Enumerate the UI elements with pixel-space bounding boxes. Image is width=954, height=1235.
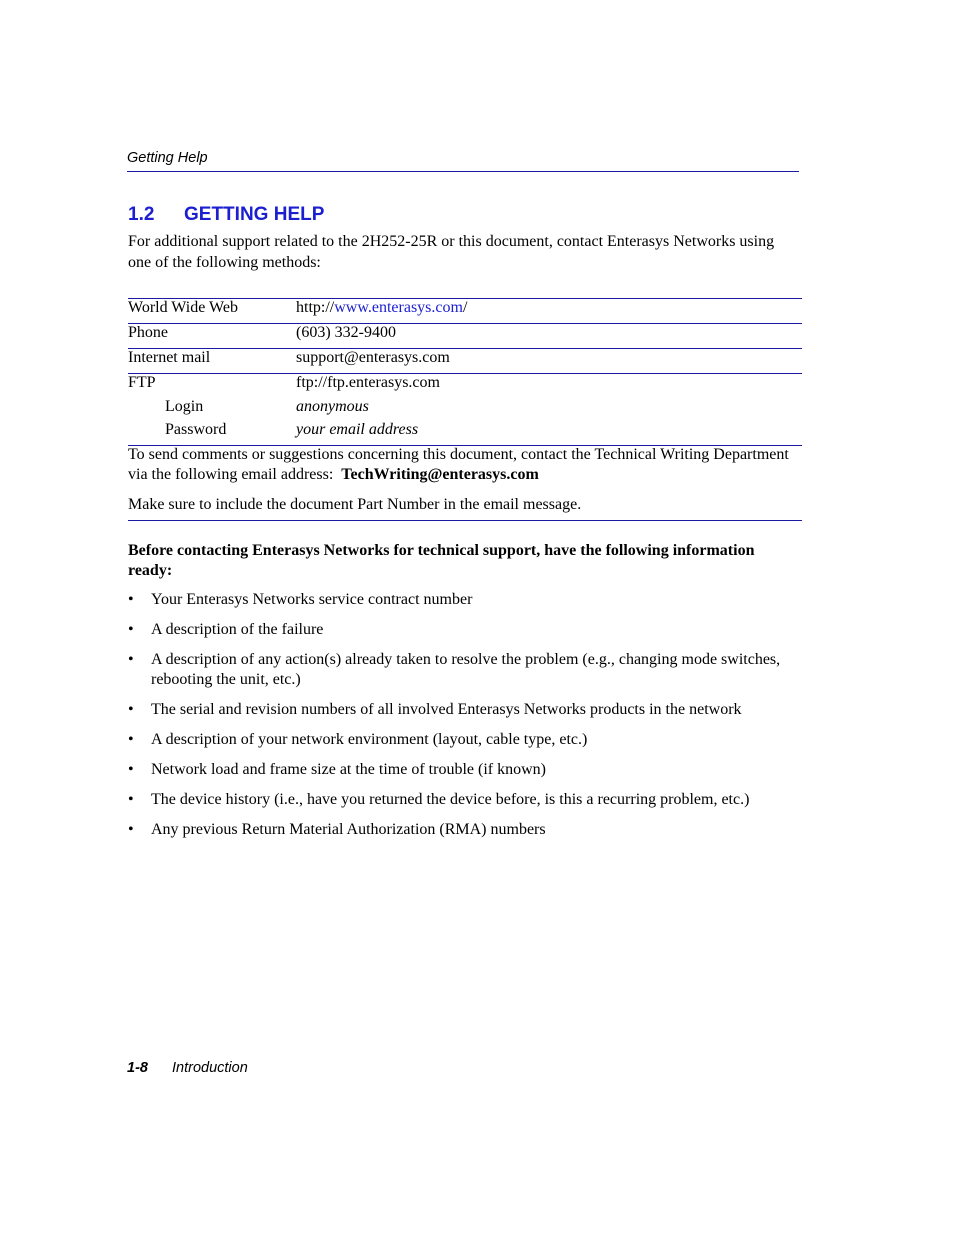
- list-item-text: The serial and revision numbers of all involved Enterasys Networks products in the network: [151, 701, 742, 718]
- comments-note: [128, 445, 802, 485]
- list-item: [128, 790, 802, 810]
- web-suffix: /: [462, 299, 468, 316]
- list-item: [128, 820, 802, 840]
- list-item-text: Network load and frame size at the time of trouble (if known): [151, 761, 546, 778]
- list-item: [128, 730, 802, 750]
- list-item-text: The device history (i.e., have you returned the device before, is this a recurring problem, etc.): [151, 791, 750, 808]
- note-rule-bottom: [128, 520, 802, 521]
- techwriting-email: TechWriting@enterasys.com: [341, 466, 539, 483]
- mail-value: support@enterasys.com: [296, 349, 450, 366]
- bullet: •: [128, 821, 134, 838]
- section-heading: [128, 204, 324, 226]
- table-rule: [128, 323, 802, 324]
- phone-label: Phone: [128, 324, 168, 341]
- bullet: •: [128, 731, 134, 748]
- section-number: 1.2: [128, 204, 155, 225]
- chapter-name: Introduction: [172, 1060, 248, 1076]
- list-item: [128, 650, 802, 690]
- section-title: GETTING HELP: [184, 204, 325, 225]
- part-number-reminder: Make sure to include the document Part Number in the email message.: [128, 496, 582, 513]
- list-item-text: A description of the failure: [151, 621, 324, 638]
- bullet: •: [128, 791, 134, 808]
- login-label: Login: [165, 398, 204, 415]
- bullet: •: [128, 591, 134, 608]
- comments-text: To send comments or suggestions concerning this document, contact the Technical Writing Department via the following email address:: [128, 446, 789, 483]
- ftp-value: ftp://ftp.enterasys.com: [296, 374, 440, 391]
- mail-label: Internet mail: [128, 349, 211, 366]
- list-item: [128, 620, 802, 640]
- list-item-text: Your Enterasys Networks service contract number: [151, 591, 473, 608]
- list-item: [128, 700, 802, 720]
- page-footer: [127, 1060, 248, 1076]
- header-rule: [127, 171, 799, 172]
- web-prefix: http://: [296, 299, 335, 316]
- bullet: •: [128, 701, 134, 718]
- phone-value: (603) 332-9400: [296, 324, 396, 341]
- bullet: •: [128, 651, 134, 668]
- login-value: anonymous: [296, 398, 369, 415]
- web-label: World Wide Web: [128, 299, 238, 316]
- page-number: 1-8: [127, 1060, 148, 1076]
- list-item-text: A description of your network environment (layout, cable type, etc.): [151, 731, 588, 748]
- intro-paragraph: For additional support related to the 2H252-25R or this document, contact Enterasys Networks using one of the following methods:: [128, 233, 775, 271]
- checklist-list: [128, 590, 802, 850]
- list-item-text: A description of any action(s) already taken to resolve the problem (e.g., changing mode switches, rebooting the unit, etc.): [151, 651, 781, 688]
- list-item: [128, 760, 802, 780]
- password-label: Password: [165, 421, 227, 438]
- list-item: [128, 590, 802, 610]
- bullet: •: [128, 621, 134, 638]
- web-value: [296, 298, 467, 318]
- checklist-lead: Before contacting Enterasys Networks for technical support, have the following information ready:: [128, 542, 755, 579]
- table-rule: [128, 348, 802, 349]
- web-link[interactable]: www.enterasys.com: [334, 299, 463, 316]
- ftp-label: FTP: [128, 374, 156, 391]
- list-item-text: Any previous Return Material Authorization (RMA) numbers: [151, 821, 546, 838]
- table-rule: [128, 373, 802, 374]
- running-header: Getting Help: [127, 150, 208, 166]
- password-value: your email address: [296, 421, 419, 438]
- bullet: •: [128, 761, 134, 778]
